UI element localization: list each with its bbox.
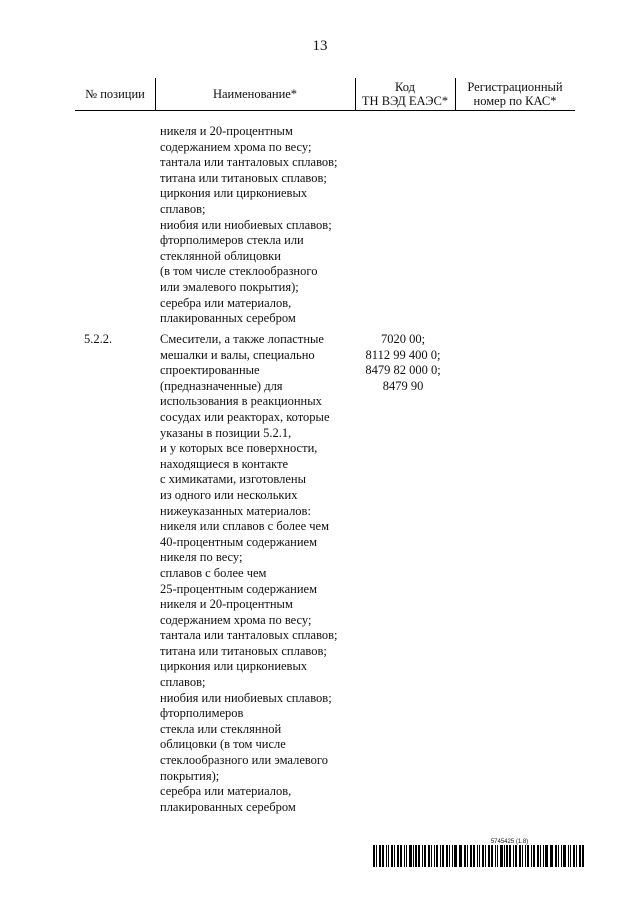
barcode-bar [497,845,499,867]
header-divider [455,78,456,110]
barcode-bar [555,845,557,867]
barcode-bar [467,845,468,867]
barcode-bar [563,845,565,867]
text-line: никеля или сплавов с более чем [160,519,329,534]
text-line: (предназначенные) для [160,378,283,393]
barcode-bar [440,845,441,867]
header-code [355,78,455,110]
barcode-image [373,845,586,867]
barcode-bar [545,845,547,867]
barcode-bar [431,845,432,867]
code-line: 7020 00; [380,332,426,346]
barcode-bar [404,845,405,867]
barcode-bar [436,845,438,867]
text-line: стекла или стеклянной [160,721,282,736]
barcode-bar [400,845,402,867]
text-line: стеклообразного или эмалевого [160,753,328,768]
barcode-bar [558,845,559,867]
barcode-bar [533,845,535,867]
text-line: никеля и 20-процентным [160,124,293,138]
barcode-bar [543,845,545,867]
item-description [160,332,355,815]
text-line: фторполимеров стекла или [160,233,304,248]
text-line: облицовки (в том числе [160,737,286,752]
item-number: 5.2.2. [84,332,113,346]
text-line: мешалки и валы, специально [160,347,315,362]
barcode-bar [491,845,493,867]
barcode-bar [413,845,414,867]
code-line: 8112 99 400 0; [365,347,441,362]
header-position: № позиции [85,87,145,101]
barcode-bar [391,845,393,867]
barcode-bar [531,845,532,867]
barcode-bar [415,845,417,867]
text-line: содержанием хрома по весу; [160,139,312,154]
barcode-bar [460,845,462,867]
barcode-bar [449,845,450,867]
code-line: 8479 82 000 0; [365,363,441,378]
barcode-bar [406,845,408,867]
barcode-bar [454,845,456,867]
text-line: спроектированные [160,363,260,378]
barcode-bar [473,845,475,867]
barcode-bar [561,845,563,867]
barcode-bar [382,845,384,867]
barcode-caption: 5745425 (1.8) [490,839,529,845]
item-codes [348,332,458,394]
barcode-bar [525,845,527,867]
text-line: использования в реакционных [160,394,322,409]
barcode-bar [550,845,551,867]
text-line: фторполимеров [160,706,244,721]
barcode-bar [500,845,502,867]
barcode-bar [488,845,490,867]
barcode-bar [418,845,420,867]
barcode-bar [394,845,395,867]
text-line: Смесители, а также лопастные [160,332,324,346]
barcode-bar [522,845,523,867]
barcode-bar [477,845,478,867]
continuation-text [160,124,355,327]
barcode-bar [537,845,539,867]
text-line: сплавов с более чем [160,565,267,580]
barcode-bar [527,845,529,867]
barcode-bar [386,845,387,867]
text-line: стеклянной облицовки [160,248,281,263]
text-line: указаны в позиции 5.2.1, [160,425,292,440]
barcode-bar [373,845,375,867]
header-code-line1: Код [395,80,415,94]
barcode-bar [519,845,521,867]
text-line: циркония или циркониевых [160,186,308,201]
text-line: серебра или материалов, [160,295,292,310]
barcode-bar [446,845,448,867]
barcode-bar [576,845,577,867]
text-line: с химикатами, изготовлены [160,472,307,487]
barcode-bar [434,845,436,867]
text-line: плакированных серебром [160,311,296,326]
text-line: (в том числе стеклообразного [160,264,318,279]
text-line: покрытия); [160,768,220,783]
barcode-bar [424,845,426,867]
barcode-bar [442,845,444,867]
barcode-bar [479,845,481,867]
barcode-bar [409,845,411,867]
barcode-bar [482,845,484,867]
barcode-bar [513,845,514,867]
table-header [75,78,575,111]
text-line: и у которых все поверхности, [160,441,318,456]
barcode-bar [376,845,377,867]
barcode-bar [379,845,381,867]
text-line: или эмалевого покрытия); [160,279,299,294]
text-line: нижеуказанных материалов: [160,503,311,518]
header-reg-line1: Регистрационный [467,80,563,94]
text-line: ниобия или ниобиевых сплавов; [160,690,332,705]
barcode-bar [504,845,505,867]
text-line: никеля по весу; [160,550,243,565]
text-line: плакированных серебром [160,799,296,814]
barcode-bar [470,845,472,867]
text-line: ниобия или ниобиевых сплавов; [160,217,332,232]
barcode-bar [540,845,541,867]
text-line: титана или титановых сплавов; [160,170,327,185]
barcode-bar [495,845,496,867]
text-line: циркония или циркониевых [160,659,308,674]
barcode-bar [579,845,581,867]
barcode-bar [515,845,517,867]
barcode-bar [506,845,508,867]
text-line: сосудах или реакторах, которые [160,409,330,424]
barcode-bar [428,845,430,867]
text-line: тантала или танталовых сплавов; [160,628,338,643]
barcode-bar [582,845,584,867]
barcode-bar [397,845,399,867]
text-line: титана или титановых сплавов; [160,643,327,658]
barcode-bar [459,845,460,867]
header-reg-number [455,78,575,110]
code-line: 8479 90 [382,378,424,393]
text-line: сплавов; [160,675,206,690]
header-divider [155,78,156,110]
header-name: Наименование* [212,87,298,101]
text-line: из одного или нескольких [160,487,298,502]
text-line: никеля и 20-процентным [160,597,293,612]
barcode-bar [464,845,466,867]
barcode-bar [509,845,511,867]
barcode-area [373,839,586,867]
header-divider [355,78,356,110]
page-number: 13 [312,38,328,54]
barcode-bar [570,845,572,867]
text-line: 25-процентным содержанием [160,581,317,596]
text-line: находящиеся в контакте [160,456,289,471]
barcode-bar [485,845,486,867]
text-line: содержанием хрома по весу; [160,612,312,627]
text-line: 40-процентным содержанием [160,534,317,549]
barcode-bar [422,845,423,867]
barcode-bar [388,845,390,867]
barcode-bar [568,845,569,867]
barcode-bar [573,845,575,867]
text-line: тантала или танталовых сплавов; [160,155,338,170]
text-line: серебра или материалов, [160,784,292,799]
text-line: сплавов; [160,201,206,216]
header-code-line2: ТН ВЭД ЕАЭС* [361,94,449,108]
header-reg-line2: номер по КАС* [473,94,557,108]
barcode-bar [452,845,454,867]
barcode-bar [551,845,553,867]
